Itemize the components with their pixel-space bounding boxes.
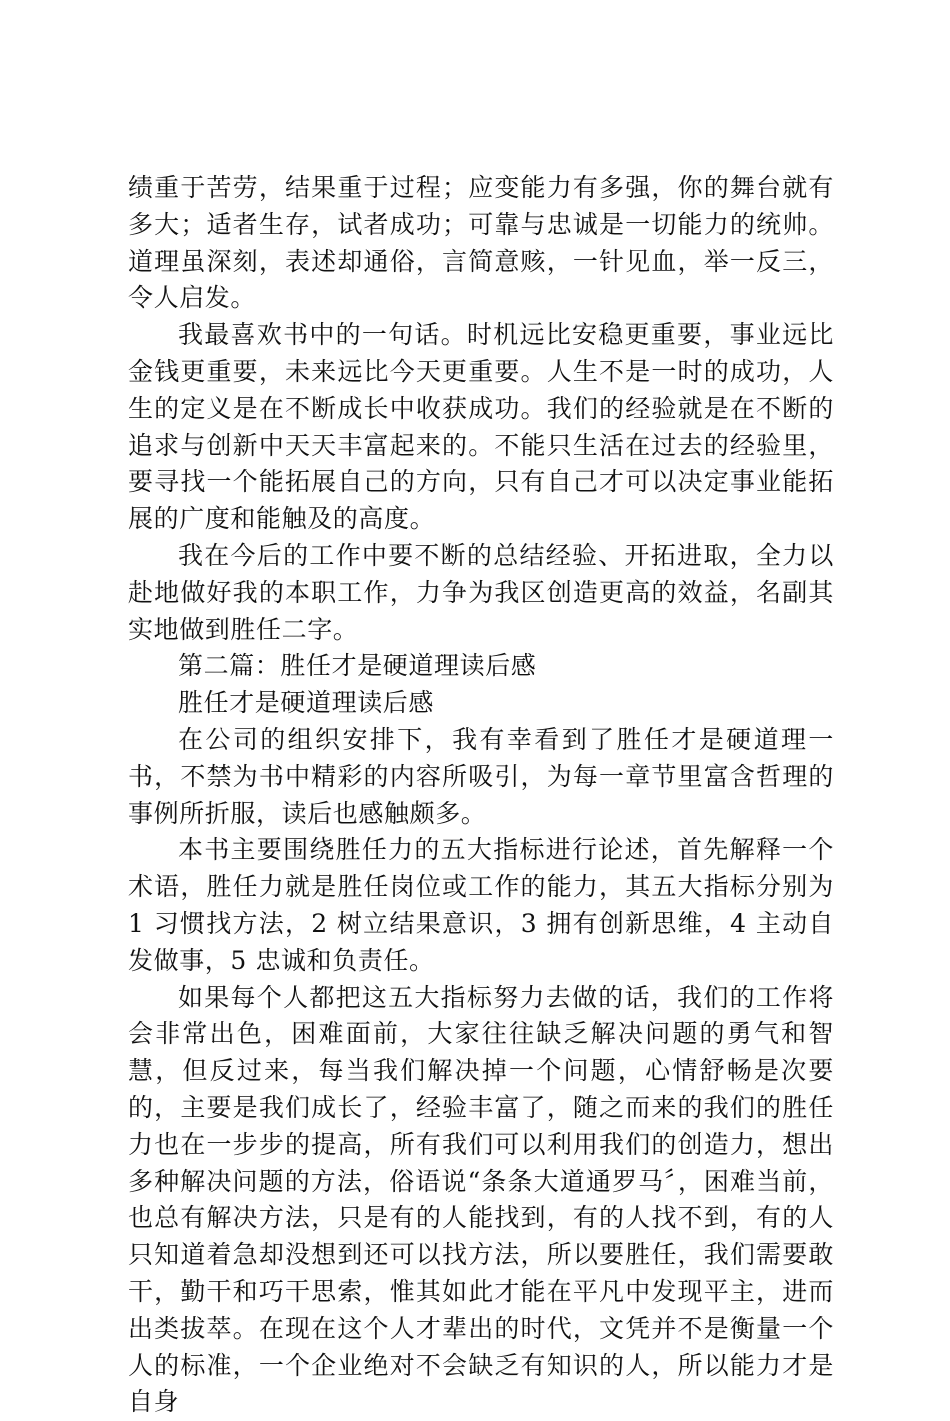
paragraph-2: 我最喜欢书中的一句话。时机远比安稳更重要，事业远比金钱更重要，未来远比今天更重要。人生不是一时的成功，人生的定义是在不断成长中收获成功。我们的经验就是在不断的追求与创新中天天丰富起来的。不能只生活在过去的经验里，要寻找一个能拓展自己的方向，只有自己才可以决定事业能拓展的广度和能触及的高度。 <box>128 320 834 534</box>
paragraph-1: 绩重于苦劳，结果重于过程；应变能力有多强，你的舞台就有多大；适者生存，试者成功；可靠与忠诚是一切能力的统帅。道理虽深刻，表述却通俗，言简意赅，一针见血，举一反三，令人启发。 <box>128 173 834 313</box>
paragraph-7: 本书主要围绕胜任力的五大指标进行论述，首先解释一个术语，胜任力就是胜任岗位或工作的能力，其五大指标分别为 1 习惯找方法，2 树立结果意识，3 拥有创新思维，4 主动自发做事，5 忠诚和负责任。 <box>128 835 834 975</box>
paragraph-6: 在公司的组织安排下，我有幸看到了胜任才是硬道理一书，不禁为书中精彩的内容所吸引，为每一章节里富含哲理的事例所折服，读后也感触颇多。 <box>128 724 834 828</box>
article-title: 胜任才是硬道理读后感 <box>178 688 435 718</box>
paragraph-3: 我在今后的工作中要不断的总结经验、开拓进取，全力以赴地做好我的本职工作，力争为我区创造更高的效益，名副其实地做到胜任二字。 <box>128 540 834 644</box>
paragraph-8: 如果每个人都把这五大指标努力去做的话，我们的工作将会非常出色，困难面前，大家往往缺乏解决问题的勇气和智慧，但反过来，每当我们解决掉一个问题，心情舒畅是次要的，主要是我们成长了，经验丰富了，随之而来的我们的胜任力也在一步步的提高，所有我们可以利用我们的创造力，想出多种解决问题的方法，俗语说“条条大道通罗马〞，困难当前，也总有解决方法，只是有的人能找到，有的人找不到，有的人只知道着急却没想到还可以找方法，所以要胜任，我们需要敢干，勤干和巧干思索，惟其如此才能在平凡中发现平主，进而出类拔萃。在现在这个人才辈出的时代，文凭并不是衡量一个人的标准，一个企业绝对不会缺乏有知识的人，所以能力才是自身 <box>128 982 834 1417</box>
document-body <box>128 170 834 1421</box>
section-heading: 第二篇：胜任才是硬道理读后感 <box>178 651 537 681</box>
